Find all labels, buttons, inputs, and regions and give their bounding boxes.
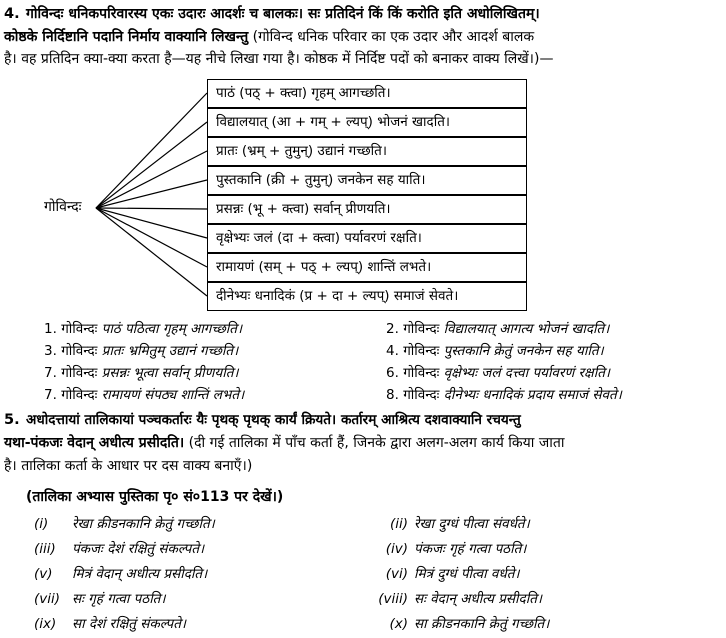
connector-line — [96, 208, 207, 209]
box-row: रामायणं (सम् + पठ् + ल्यप्) शान्तिं लभते। — [207, 253, 527, 282]
q4-number: 4. — [4, 6, 20, 22]
answer-item: (ii) रेखा दुग्धं पीत्वा संवर्धते। — [389, 516, 530, 532]
answer-item: (i) रेखा क्रीडनकानि क्रेतुं गच्छति। — [34, 516, 215, 532]
q5-line2-bold: यथा-पंकजः वेदान् अधीत्य प्रसीदति। — [4, 435, 185, 451]
answer-item: (ix) सा देशं रक्षितुं संकल्पते। — [34, 616, 187, 632]
q5-line2-rest: (दी गई तालिका में पाँच कर्ता हैं, जिनके द्वारा अलग-अलग कार्य किया जाता — [184, 435, 565, 451]
q4-answers-left — [44, 318, 244, 406]
answer-item: (iv) पंकजः गृहं गत्वा पठति। — [385, 541, 527, 557]
answer-item: 2. गोविन्दः विद्यालयात् आगत्य भोजनं खादति। — [386, 321, 610, 337]
subject-label: गोविन्दः — [44, 199, 82, 215]
connector-line — [96, 208, 207, 238]
connector-line — [96, 93, 207, 208]
q5-answers-right — [364, 512, 549, 637]
box-row: प्रातः (भ्रम् + तुमुन्) उद्यानं गच्छति। — [207, 137, 527, 166]
answer-item: (iii) पंकजः देशं रक्षितुं संकल्पते। — [34, 541, 205, 557]
q5-number: 5. — [4, 412, 20, 428]
answer-item: (v) मित्रं वेदान् अधीत्य प्रसीदति। — [34, 566, 208, 582]
q4-line2-bold: कोष्ठके निर्दिष्टानि पदानि निर्माय वाक्यानि लिखन्तु — [4, 29, 249, 45]
connector-line — [96, 208, 207, 267]
answer-item: 6. गोविन्दः वृक्षेभ्यः जलं दत्त्वा पर्यावरणं रक्षति। — [386, 365, 611, 381]
box-row: विद्यालयात् (आ + गम् + ल्यप्) भोजनं खादति। — [207, 108, 527, 137]
connector-line — [96, 122, 207, 208]
q4-answers-right — [386, 318, 622, 406]
box-row: पुस्तकानि (क्री + तुमुन्) जनकेन सह याति। — [207, 166, 527, 195]
q5-line2 — [4, 433, 565, 454]
box-row: पाठं (पठ् + क्त्वा) गृहम् आगच्छति। — [207, 79, 527, 108]
q5-line1: अधोदत्तायां तालिकायां पञ्चकर्तारः यैः पृथक् पृथक् कार्यं क्रियते। कर्तारम् आश्रित्य दशवाक्यानि रचयन्तु — [26, 412, 521, 428]
answer-item: (viii) सः वेदान् अधीत्य प्रसीदति। — [378, 591, 543, 607]
answer-item: 8. गोविन्दः दीनेभ्यः धनादिकं प्रदाय समाजं सेवते। — [386, 387, 622, 403]
answer-item: 7. गोविन्दः प्रसन्नः भूत्वा सर्वान् प्रीणयति। — [44, 365, 239, 381]
answer-item: 1. गोविन्दः पाठं पठित्वा गृहम् आगच्छति। — [44, 321, 243, 337]
q5-line3: है। तालिका कर्ता के आधार पर दस वाक्य बनाएँ।) — [4, 458, 253, 474]
answer-item: 4. गोविन्दः पुस्तकानि क्रेतुं जनकेन सह याति। — [386, 343, 604, 359]
box-row: वृक्षेभ्यः जलं (दा + क्त्वा) पर्यावरणं रक्षति। — [207, 224, 527, 253]
answer-item: (vii) सः गृहं गत्वा पठति। — [34, 591, 166, 607]
q4-title: गोविन्दः धनिकपरिवारस्य एकः उदारः आदर्शः च बालकः। सः प्रतिदिनं किं किं करोति इति अधोलिखितम्। — [26, 6, 540, 22]
answer-item: (vi) मित्रं दुग्धं पीत्वा वर्धते। — [385, 566, 520, 582]
q4-line2-rest: (गोविन्द धनिक परिवार का एक उदार और आदर्श बालक — [248, 29, 535, 45]
connector-line — [96, 208, 207, 296]
connector-line — [96, 180, 207, 208]
answer-item: 3. गोविन्दः प्रातः भ्रमितुम् उद्यानं गच्छति। — [44, 343, 239, 359]
connector-line — [96, 151, 207, 208]
answer-item: (x) सा क्रीडनकानि क्रेतुं गच्छति। — [389, 616, 550, 632]
answer-item: 7. गोविन्दः रामायणं संपठ्य शान्तिं लभते। — [44, 387, 245, 403]
box-row: दीनेभ्यः धनादिकं (प्र + दा + ल्यप्) समाजं सेवते। — [207, 282, 527, 311]
q4-line3: है। वह प्रतिदिन क्या-क्या करता है—यह नीचे लिखा गया है। कोष्ठक में निर्दिष्ट पदों को बनाकर वाक्य लिखें।)— — [4, 51, 554, 67]
q5-note: (तालिका अभ्यास पुस्तिका पृ० सं०113 पर देखें।) — [26, 489, 284, 505]
box-row: प्रसन्नः (भू + क्त्वा) सर्वान् प्रीणयति। — [207, 195, 527, 224]
q5-answers-left — [34, 512, 215, 637]
